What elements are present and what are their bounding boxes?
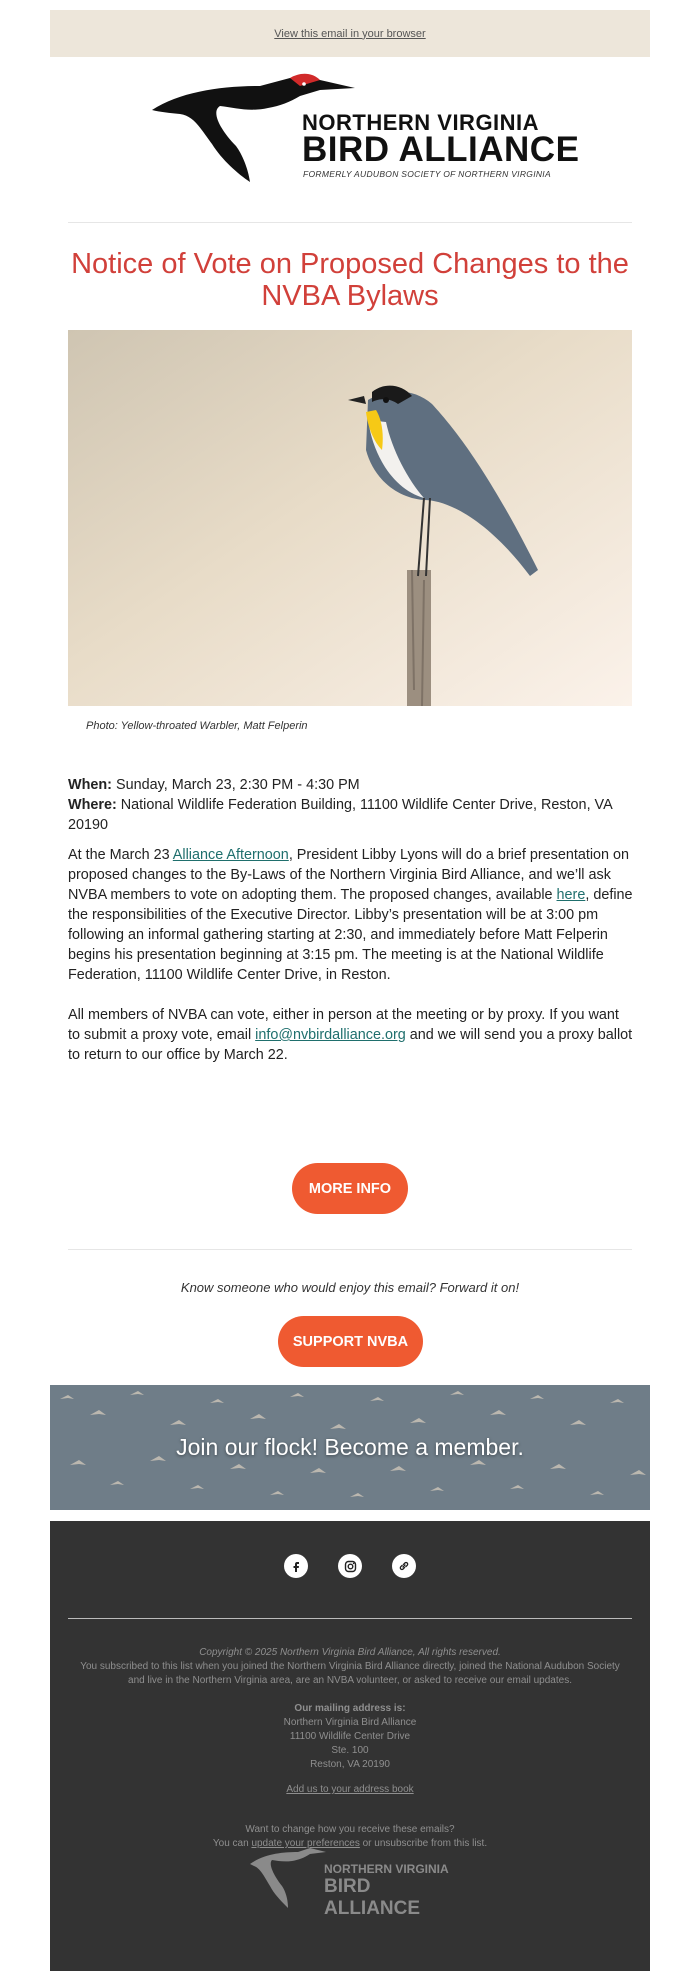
para2-text-2: and we will send you a proxy ballot to return to our office by March 22. [68,1027,633,1063]
link-icon[interactable] [392,1554,416,1578]
facebook-icon[interactable] [284,1554,308,1578]
bylaws-here-link[interactable]: here [556,887,586,903]
where-label: Where: [68,797,117,813]
warbler-photo [68,330,632,706]
page-title: Notice of Vote on Proposed Changes to the NVBA Bylaws [71,248,629,312]
footer-divider [68,1618,632,1619]
address-line-2: 11100 Wildlife Center Drive [289,1731,411,1742]
when-label: When: [68,777,112,793]
mailing-label: Our mailing address is: [294,1703,406,1714]
address-book-link[interactable]: Add us to your address book [286,1784,414,1795]
forward-prompt: Know someone who would enjoy this email? Forward it on! [180,1280,520,1295]
unsubscribe-text: or unsubscribe from this list. [359,1838,488,1849]
instagram-icon[interactable] [338,1554,362,1578]
address-line-3: Ste. 100 [331,1745,369,1756]
divider [68,1249,632,1250]
preheader-bar [50,10,650,57]
address-line-4: Reston, VA 20190 [310,1759,390,1770]
article-body [68,775,634,1075]
subscription-notice: You subscribed to this list when you joined the Northern Virginia Bird Alliance directly, joined the National Audubon Society and live in the Northern Virginia area, are an NVBA volunteer, or asked to receive our email updates. [80,1661,620,1686]
para1-text-2: , President Libby Lyons will do a brief presentation on proposed changes to the By-Laws of the Northern Virginia Bird Alliance, and we’ll ask NVBA members to vote on adopting them. The proposed changes, available [68,847,630,903]
you-can-text: You can [212,1838,252,1849]
footer-legal [50,1646,650,1688]
banner-title: Join our flock! Become a member. [176,1434,524,1460]
change-prompt: Want to change how you receive these emails? [245,1824,455,1835]
support-nvba-button[interactable]: SUPPORT NVBA [278,1316,423,1367]
more-info-button[interactable]: MORE INFO [292,1163,408,1214]
footer-logo [248,1844,458,1919]
para1-text-3: , define the responsibilities of the Executive Director. Libby’s presentation will be at 3:00 pm following an informal gathering starting at 2:30, and immediately before Matt Felperin begins his presentation beginning at 3:15 pm. The meeting is at the National Wildlife Federation, 11100 Wildlife Center Drive, in Reston. [68,887,633,983]
email-link[interactable]: info@nvbirdalliance.org [255,1027,406,1043]
membership-banner[interactable] [50,1385,650,1510]
photo-caption: Photo: Yellow-throated Warbler, Matt Felperin [86,720,308,732]
address-line-1: Northern Virginia Bird Alliance [283,1717,417,1728]
header-logo[interactable] [50,72,650,182]
footer-woodpecker-icon [248,1844,328,1914]
para1-text-1: At the March 23 [68,847,173,863]
mailing-address [50,1702,650,1772]
footer [50,1521,650,1971]
view-in-browser-link[interactable]: View this email in your browser [274,27,426,40]
divider [68,222,632,223]
copyright-text: Copyright © 2025 Northern Virginia Bird Alliance, All rights reserved. [199,1647,501,1658]
update-preferences-link[interactable]: update your preferences [251,1838,360,1849]
address-book-row [50,1783,650,1797]
where-value: National Wildlife Federation Building, 11100 Wildlife Center Drive, Reston, VA 20190 [68,797,612,833]
logo-line-2: BIRD ALLIANCE [302,130,580,169]
footer-logo-line-1: NORTHERN VIRGINIA [324,1862,449,1876]
footer-logo-line-2: BIRD ALLIANCE [324,1876,421,1919]
when-value: Sunday, March 23, 2:30 PM - 4:30 PM [115,777,360,793]
warbler-image [68,330,632,706]
logo-tagline: FORMERLY AUDUBON SOCIETY OF NORTHERN VIRGINIA [303,169,551,179]
logo-line-1: NORTHERN VIRGINIA [302,110,540,135]
para2-text-1: All members of NVBA can vote, either in person at the meeting or by proxy. If you want to submit a proxy vote, email [68,1007,619,1043]
alliance-afternoon-link[interactable]: Alliance Afternoon [172,847,289,863]
social-links [50,1554,650,1578]
